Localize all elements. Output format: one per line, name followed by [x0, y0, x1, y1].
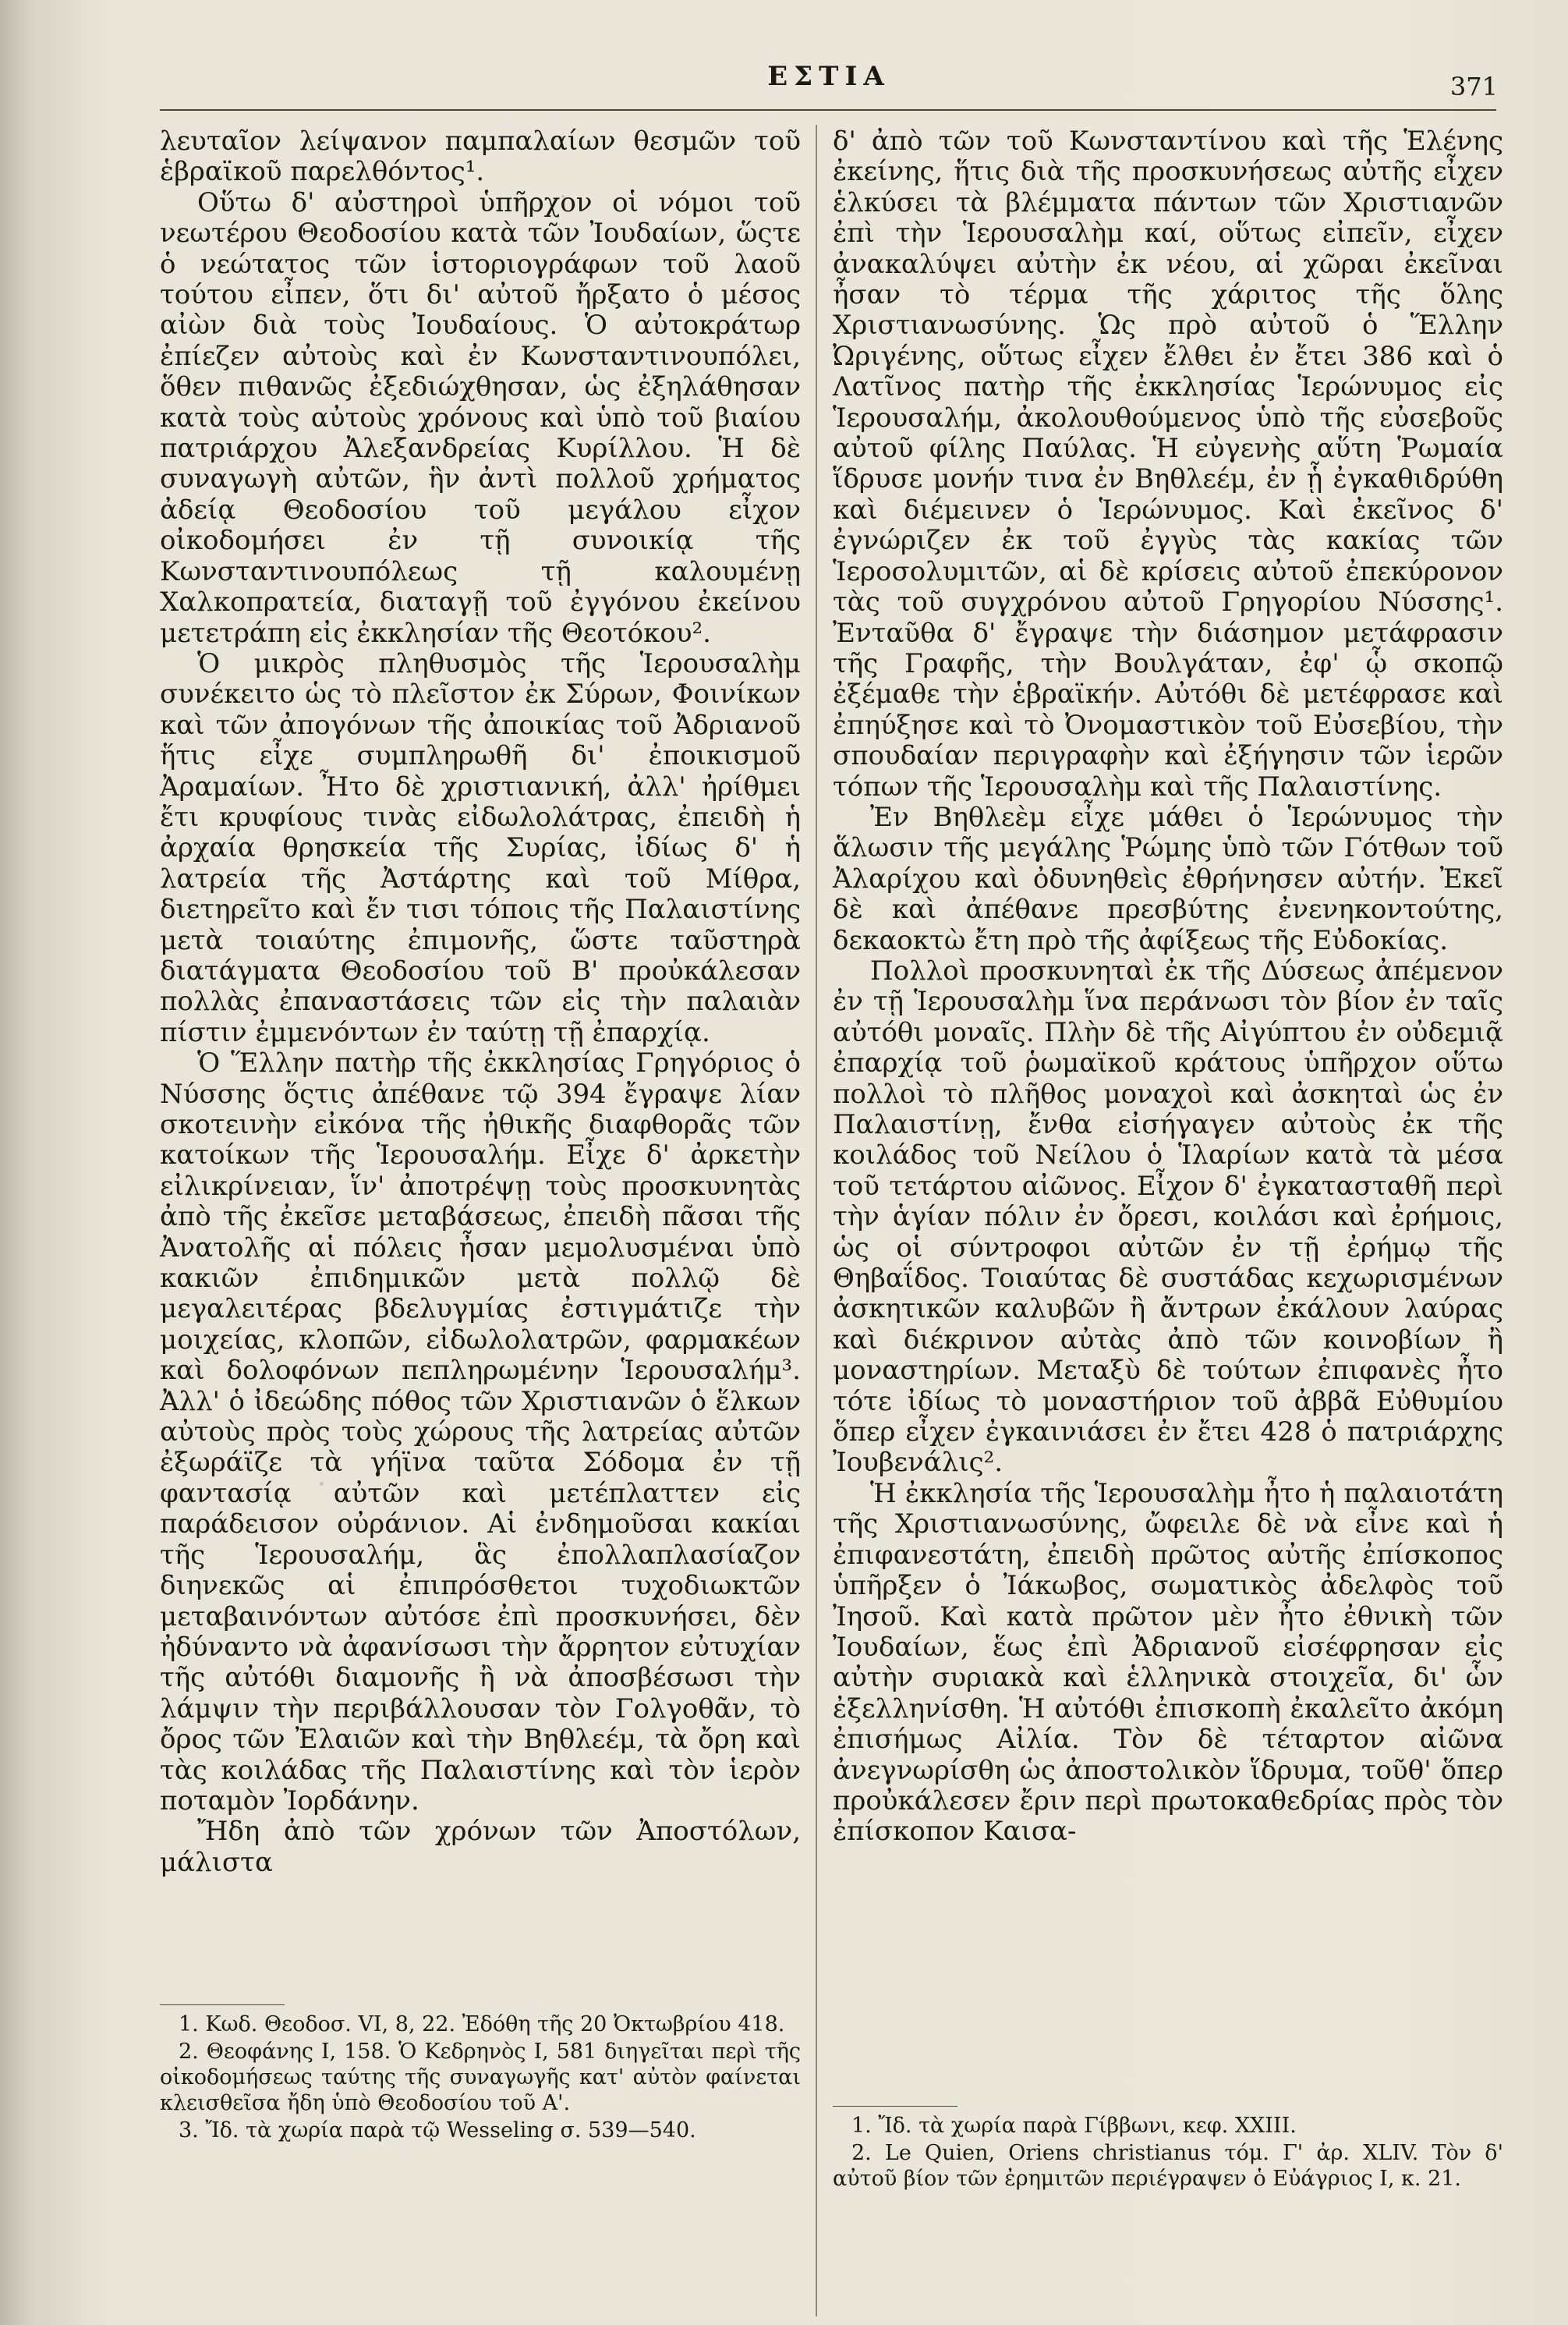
paragraph: Ὁ μικρὸς πληθυσμὸς τῆς Ἱερουσαλὴμ συνέκειτο ὡς τὸ πλεῖστον ἐκ Σύρων, Φοινίκων καὶ τῶν ἀπογόνων τῆς ἀποικίας τοῦ Ἀδριανοῦ ἥτις εἶχε συμπληρωθῆ δι' ἐποικισμοῦ Ἀραμαίων. Ἦτο δὲ χριστιανική, ἀλλ' ἠρίθμει ἔτι κρυφίους τινὰς εἰδωλολάτρας, ἐπειδὴ ἡ ἀρχαία θρησκεία τῆς Συρίας, ἰδίως δ' ἡ λατρεία τῆς Ἀστάρτης καὶ τοῦ Μίθρα, διετηρεῖτο καὶ ἔν τισι τόποις τῆς Παλαιστίνης μετὰ τοιαύτης ἐπιμονῆς, ὥστε ταῦστηρὰ διατάγματα Θεοδοσίου τοῦ Β' προὐκάλεσαν πολλὰς ἐπαναστάσεις τῶν εἰς τὴν παλαιὰν πίστιν ἐμμενόντων ἐν ταύτῃ τῇ ἐπαρχίᾳ.	[160, 647, 801, 1048]
footnote: 1. Κωδ. Θεοδοσ. VI, 8, 22. Ἐδόθη τῆς 20 Ὀκτωβρίου 418.	[179, 2012, 785, 2036]
paragraph: δ' ἀπὸ τῶν τοῦ Κωνσταντίνου καὶ τῆς Ἑλένης ἐκείνης, ἥτις διὰ τῆς προσκυνήσεως αὐτῆς εἶχεν ἑλκύσει τὰ βλέμματα πάντων τῶν Χριστιανῶν ἐπὶ τὴν Ἱερουσαλὴμ καί, οὕτως εἰπεῖν, εἶχεν ἀνακαλύψει αὐτὴν ἐκ νέου, αἱ χῶραι ἐκεῖναι ἦσαν τὸ τέρμα τῆς χάριτος τῆς ὅλης Χριστιανωσύνης. Ὡς πρὸ αὐτοῦ ὁ Ἕλλην Ὠριγένης, οὕτως εἶχεν ἔλθει ἐν ἔτει 386 καὶ ὁ Λατῖνος πατὴρ τῆς ἐκκλησίας Ἱερώνυμος εἰς Ἱερουσαλήμ, ἀκολουθούμενος ὑπὸ τῆς εὐσεβοῦς αὐτοῦ φίλης Παύλας. Ἡ εὐγενὴς αὕτη Ῥωμαία ἵδρυσε μονήν τινα ἐν Βηθλεέμ, ἐν ᾗ ἐγκαθιδρύθη καὶ διέμεινεν ὁ Ἱερώνυμος. Καὶ ἐκεῖνος δ' ἐγνώριζεν ἐκ τοῦ ἐγγὺς τὰς κακίας τῶν Ἱεροσολυμιτῶν, αἱ δὲ κρίσεις αὐτοῦ ἐπεκύρονον τὰς τοῦ συγχρόνου αὐτοῦ Γρηγορίου Νύσσης¹. Ἐνταῦθα δ' ἔγραψε τὴν διάσημον μετάφρασιν τῆς Γραφῆς, τὴν Βουλγάταν, ἐφ' ᾧ σκοπῷ ἐξέμαθε τὴν ἑβραϊκήν. Αὐτόθι δὲ μετέφρασε καὶ ἐπηύξησε καὶ τὸ Ὀνομαστικὸν τοῦ Εὐσεβίου, τὴν σπουδαίαν περιγραφὴν καὶ ἐξήγησιν τῶν ἱερῶν τόπων τῆς Ἱερουσαλὴμ καὶ τῆς Παλαιστίνης.	[833, 126, 1503, 803]
footnote: 2. Le Quien, Oriens christianus τόμ. Γ' ἀρ. XLIV. Τὸν δ' αὐτοῦ βίον τῶν ἐρημιτῶν περιέγραψεν ὁ Εὐάγριος I, κ. 21.	[833, 2141, 1503, 2191]
paragraph: Ἐν Βηθλεὲμ εἶχε μάθει ὁ Ἱερώνυμος τὴν ἅλωσιν τῆς μεγάλης Ῥώμης ὑπὸ τῶν Γότθων τοῦ Ἀλαρίχου καὶ ὀδυνηθεὶς ἐθρήνησεν αὐτήν. Ἐκεῖ δὲ καὶ ἀπέθανε πρεσβύτης ἐνενηκοντούτης, δεκαοκτὼ ἔτη πρὸ τῆς ἀφίξεως τῆς Εὐδοκίας.	[833, 801, 1503, 956]
paragraph: λευταῖον λείψανον παμπαλαίων θεσμῶν τοῦ ἑβραϊκοῦ παρελθόντος¹.	[160, 126, 801, 188]
paper-speck	[561, 195, 565, 198]
right-footnotes	[833, 2106, 1503, 2193]
paragraph: Ἡ ἐκκλησία τῆς Ἱερουσαλὴμ ἦτο ἡ παλαιοτάτη τῆς Χριστιανωσύνης, ὤφειλε δὲ νὰ εἶνε καὶ ἡ ἐπιφανεστάτη, ἐπειδὴ πρῶτος αὐτῆς ἐπίσκοπος ὑπῆρξεν ὁ Ἰάκωβος, σωματικὸς ἀδελφὸς τοῦ Ἰησοῦ. Καὶ κατὰ πρῶτον μὲν ἦτο ἐθνικὴ τῶν Ἰουδαίων, ἕως ἐπὶ Ἀδριανοῦ εἰσέφρησαν εἰς αὐτὴν συριακὰ καὶ ἑλληνικὰ στοιχεῖα, δι' ὧν ἐξελληνίσθη. Ἡ αὐτόθι ἐπισκοπὴ ἐκαλεῖτο ἀκόμη ἐπισήμως Αἰλία. Τὸν δὲ τέταρτον αἰῶνα ἀνεγνωρίσθη ὡς ἀποστολικὸν ἵδρυμα, τοῦθ' ὅπερ προὐκάλεσεν ἔριν περὶ πρωτοκαθεδρίας πρὸς τὸν ἐπίσκοπον Καισα-	[833, 1477, 1503, 1848]
running-head: ΕΣΤΙΑ	[767, 61, 890, 92]
column-divider	[816, 125, 817, 2316]
footnote: 2. Θεοφάνης I, 158. Ὁ Κεδρηνὸς I, 581 διηγεῖται περὶ τῆς οἰκοδομήσεως ταύτης τῆς συναγωγῆς κατ' αὐτὸν φαίνεται κλεισθεῖσα ἤδη ὑπὸ Θεοδοσίου τοῦ Α'.	[160, 2040, 801, 2115]
page-header	[160, 61, 1498, 108]
right-column	[833, 126, 1503, 1848]
paragraph: Ἤδη ἀπὸ τῶν χρόνων τῶν Ἀποστόλων, μάλιστα	[160, 1816, 801, 1878]
footnote-rule	[833, 2106, 957, 2107]
paragraph: Οὕτω δ' αὐστηροὶ ὑπῆρχον οἱ νόμοι τοῦ νεωτέρου Θεοδοσίου κατὰ τῶν Ἰουδαίων, ὥςτε ὁ νεώτατος τῶν ἱστοριογράφων τοῦ λαοῦ τούτου εἶπεν, ὅτι δι' αὐτοῦ ἤρξατο ὁ μέσος αἰὼν διὰ τοὺς Ἰουδαίους. Ὁ αὐτοκράτωρ ἐπίεζεν αὐτοὺς καὶ ἐν Κωνσταντινουπόλει, ὅθεν πιθανῶς ἐξεδιώχθησαν, ὡς ἐξηλάθησαν κατὰ τοὺς αὐτοὺς χρόνους καὶ ὑπὸ τοῦ βιαίου πατριάρχου Ἀλεξανδρείας Κυρίλλου. Ἡ δὲ συναγωγὴ αὐτῶν, ἣν ἀντὶ πολλοῦ χρήματος ἀδείᾳ Θεοδοσίου τοῦ μεγάλου εἶχον οἰκοδομήσει ἐν τῇ συνοικίᾳ τῆς Κωνσταντινουπόλεως τῇ καλουμένῃ Χαλκοπρατεία, διαταγῇ τοῦ ἐγγόνου ἐκείνου μετετράπη εἰς ἐκκλησίαν τῆς Θεοτόκου².	[160, 186, 801, 649]
paragraph: Ὁ Ἕλλην πατὴρ τῆς ἐκκλησίας Γρηγόριος ὁ Νύσσης ὅςτις ἀπέθανε τῷ 394 ἔγραψε λίαν σκοτεινὴν εἰκόνα τῆς ἠθικῆς διαφθορᾶς τῶν κατοίκων τῆς Ἱερουσαλήμ. Εἶχε δ' ἀρκετὴν εἰλικρίνειαν, ἵν' ἀποτρέψῃ τοὺς προσκυνητὰς ἀπὸ τῆς ἐκεῖσε μεταβάσεως, ἐπειδὴ πᾶσαι τῆς Ἀνατολῆς αἱ πόλεις ἦσαν μεμολυσμέναι ὑπὸ κακιῶν ἐπιδημικῶν μετὰ πολλῷ δὲ μεγαλειτέρας βδελυγμίας ἐστιγμάτιζε τὴν μοιχείας, κλοπῶν, εἰδωλολατρῶν, φαρμακέων καὶ δολοφόνων πεπληρωμένην Ἱερουσαλήμ³. Ἀλλ' ὁ ἰδεώδης πόθος τῶν Χριστιανῶν ὁ ἕλκων αὐτοὺς πρὸς τοὺς χώρους τῆς λατρείας αὐτῶν ἐξωράϊζε τὰ γήϊνα ταῦτα Σόδομα ἐν τῇ φαντασίᾳ αὐτῶν καὶ μετέπλαττεν εἰς παράδεισον οὐράνιον. Αἱ ἐνδημοῦσαι κακίαι τῆς Ἱερουσαλήμ, ἃς ἐπολλαπλασίαζον διηνεκῶς αἱ ἐπιπρόσθετοι τυχοδιωκτῶν μεταβαινόντων αὐτόσε ἐπὶ προσκυνήσει, δὲν ἠδύναντο νὰ ἀφανίσωσι τὴν ἄρρητον εὐτυχίαν τῆς αὐτόθι διαμονῆς ἢ νὰ ἀποσβέσωσι τὴν λάμψιν τὴν περιβάλλουσαν τὸν Γολγοθᾶν, τὸ ὄρος τῶν Ἐλαιῶν καὶ τὴν Βηθλεέμ, τὰ ὄρη καὶ τὰς κοιλάδας τῆς Παλαιστίνης καὶ τὸν ἱερὸν ποταμὸν Ἰορδάνην.	[160, 1047, 801, 1816]
footnote: 1. Ἴδ. τὰ χωρία παρὰ Γίββωνι, κεφ. XXIII.	[851, 2114, 1297, 2138]
page-number: 371	[1449, 72, 1498, 101]
header-rule	[160, 109, 1496, 111]
footnote: 3. Ἴδ. τὰ χωρία παρὰ τῷ Wesseling σ. 539—540.	[179, 2118, 696, 2142]
footnote-rule	[160, 2004, 285, 2005]
left-column	[160, 126, 801, 1878]
left-footnotes	[160, 2004, 801, 2145]
paragraph: Πολλοὶ προσκυνηταὶ ἐκ τῆς Δύσεως ἀπέμενον ἐν τῇ Ἱερουσαλὴμ ἵνα περάνωσι τὸν βίον ἐν ταῖς αὐτόθι μοναῖς. Πλὴν δὲ τῆς Αἰγύπτου ἐν οὐδεμιᾷ ἐπαρχίᾳ τοῦ ῥωμαϊκοῦ κράτους ὑπῆρχον οὕτω πολλοὶ τὸ πλῆθος μοναχοὶ καὶ ἀσκηταὶ ὡς ἐν Παλαιστίνῃ, ἔνθα εἰσήγαγεν αὐτοὺς ἐκ τῆς κοιλάδος τοῦ Νείλου ὁ Ἱλαρίων κατὰ τὰ μέσα τοῦ τετάρτου αἰῶνος. Εἶχον δ' ἐγκατασταθῆ περὶ τὴν ἁγίαν πόλιν ἐν ὄρεσι, κοιλάσι καὶ ἐρήμοις, ὡς οἱ σύντροφοι αὐτῶν ἐν τῇ ἐρήμῳ τῆς Θηβαΐδος. Τοιαύτας δὲ συστάδας κεχωρισμένων ἀσκητικῶν καλυβῶν ἢ ἄντρων ἐκάλουν λαύρας καὶ διέκρινον αὐτὰς ἀπὸ τῶν κοινοβίων ἢ μοναστηρίων. Μεταξὺ δὲ τούτων ἐπιφανὲς ἦτο τότε ἰδίως τὸ μοναστήριον τοῦ ἀββᾶ Εὐθυμίου ὅπερ εἶχεν ἐγκαινιάσει ἐν ἔτει 428 ὁ πατριάρχης Ἰουβενάλις².	[833, 955, 1503, 1479]
paper-speck	[320, 1482, 324, 1486]
paper-speck	[1170, 702, 1172, 704]
